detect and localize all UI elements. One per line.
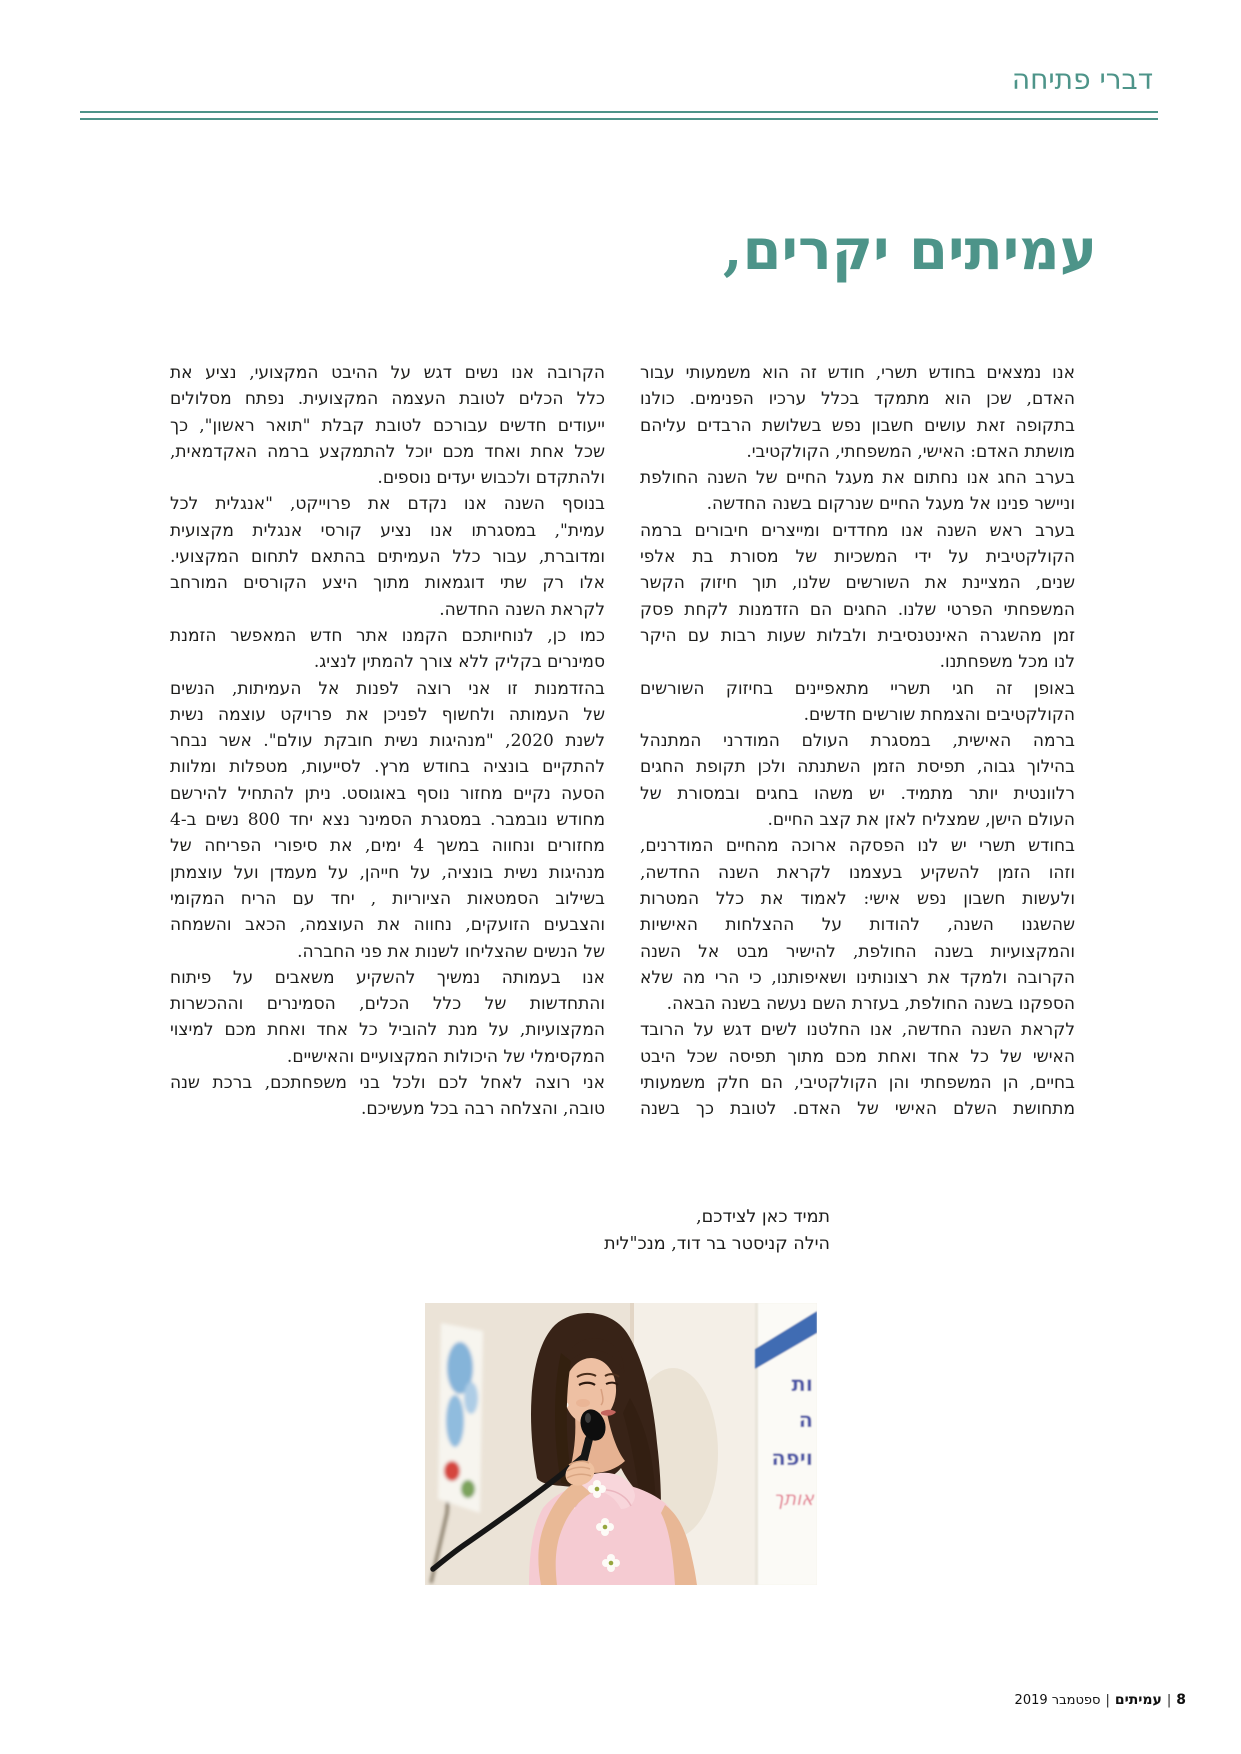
photo-illustration xyxy=(425,1303,817,1585)
event-banner xyxy=(755,1303,817,1585)
article-text-line: בהילוך גבוה, תפיסת הזמן השתנתה ולכן תקופת החגים xyxy=(640,757,1075,778)
article-text-line: אנו בעמותה נמשיך להשקיע משאבים על פיתוח xyxy=(170,967,605,988)
article-text-line: בערב ראש השנה אנו מחדדים ומייצרים חיבורים ברמה xyxy=(640,520,1075,541)
article-text-line: שהשגנו השנה, להודות על ההצלחות האישיות xyxy=(640,915,1075,936)
banner-text-fragment: ות xyxy=(791,1372,813,1396)
article-text-line: העולם הישן, שמצליח לאזן את קצב החיים. xyxy=(767,810,1075,831)
article-text-line: באופן זה חגי תשריי מתאפיינים בחיזוק השורשים xyxy=(640,678,1075,699)
article-text-line: לשנת 2020, "מנהיגות נשית חובקת עולם". אשר נבחר xyxy=(170,731,606,752)
article-text-line: לקראת השנה החדשה, אנו החלטנו לשים דגש על הרובד xyxy=(640,1020,1075,1041)
article-text-line: בנוסף השנה אנו נקדם את פרוייקט, "אנגלית לכל xyxy=(170,494,605,515)
article-text-line: טובה, והצלחה רבה בכל מעשיכם. xyxy=(360,1099,605,1120)
article-text-line: ולהתקדם ולכבוש יעדים נוספים. xyxy=(377,468,605,489)
article-text-line: בחודש תשרי יש לנו הפסקה ארוכה מהחיים המודרנים, xyxy=(640,836,1075,857)
article-text-line: אלו רק שתי דוגמאות מתוך היצע הקורסים המורחב xyxy=(170,573,605,594)
banner-text-fragment: ויפה xyxy=(771,1446,813,1470)
article-text-line: ומדוברת, עבור כלל העמיתים בהתאם לתחום המקצועי. xyxy=(170,547,605,568)
issue-date: ספטמבר 2019 xyxy=(1014,1693,1101,1708)
article-text-line: בשילוב הסמטאות הציוריות , יחד עם הריח המקומי xyxy=(170,888,605,909)
article-text-line: הקרובה ולמקד את רצונותינו ושאיפותנו, כי הרי מה שלא xyxy=(640,967,1075,988)
banner-script-word: אותך xyxy=(773,1488,814,1510)
article-text-line: עמית", במסגרתו אנו נציע קורסי אנגלית מקצועית xyxy=(170,520,605,541)
article-text-line: המשפחתי הפרטי שלנו. החגים הם הזדמנות לקחת פסק xyxy=(640,599,1075,620)
magazine-name: עמיתים xyxy=(1114,1692,1162,1708)
article-text-line: שכל אחת ואחד מכם יוכל להתמקצע ברמה האקדמאית, xyxy=(170,441,605,462)
article-text-line: והצבעים הזועקים, נחווה את העוצמה, הכאב והשמחה xyxy=(170,915,605,936)
article-text-line: שנים, המציינת את השורשים שלנו, תוך חיזוק הקשר xyxy=(640,573,1075,594)
article-text-line: בהזדמנות זו אני רוצה לפנות אל העמיתות, הנשים xyxy=(170,678,605,699)
article-text-line: מתחושת השלם האישי של האדם. לטובת כך בשנה xyxy=(640,1099,1075,1120)
article-text-line: להתקיים בונציה בחודש מרץ. לסייעות, מטפלות ומלוות xyxy=(170,757,605,778)
article-text-line: לקראת השנה החדשה. xyxy=(439,599,605,620)
article-text-line: ייעודים חדשים עבורכם לטובת קבלת "תואר ראשון", כך xyxy=(170,415,605,436)
signature-line: תמיד כאן לצידכם, xyxy=(696,1207,830,1227)
article-text-line: והמקצועיות בשנה החולפת, להישיר מבט אל השנה xyxy=(640,941,1075,962)
article-column-left xyxy=(170,360,605,1123)
article-text-line: הקולקטיבית על ידי המשכיות של מסורת בת אלפי xyxy=(640,547,1075,568)
article-text-line: מחזורים ונחווה במשך 4 ימים, את סיפורי הפריחה של xyxy=(170,836,605,857)
article-text-line: הספקנו בשנה החולפת, בעזרת השם נעשה בשנה הבאה. xyxy=(666,994,1075,1015)
article-text-line: מנהיגות נשית בונציה, על חייהן, על מעמדן ועל עוצמתן xyxy=(170,862,605,883)
article-text-line: האישי של כל אחד ואחת מכם מתוך תפיסה שכל היבט xyxy=(640,1046,1075,1067)
article-text-line: מושתת האדם: האישי, המשפחתי, הקולקטיבי. xyxy=(746,441,1075,462)
article-text-line: כמו כן, לנוחיותכם הקמנו אתר חדש המאפשר הזמנת xyxy=(170,625,605,646)
signature-name-title: הילה קניסטר בר דוד, מנכ"לית xyxy=(604,1234,830,1254)
article-text-line: הסעה נקיים מחזור נוסף באוגוסט. ניתן להתחיל להירשם xyxy=(170,783,605,804)
article-text-line: והתחדשות של כלל הכלים, הסמינרים וההכשרות xyxy=(170,994,605,1015)
article-text-line: המקסימלי של היכולות המקצועיים והאישיים. xyxy=(286,1046,605,1067)
article-column-right xyxy=(640,360,1075,1123)
article-text-line: וניישר פנינו אל מעגל החיים שנרקום בשנה החדשה. xyxy=(706,494,1075,515)
article-text-line: מחודש נובמבר. במסגרת הסמינר נצא יחד 800 נשים ב-4 xyxy=(170,810,605,831)
article-text-line: לנו מכל משפחתנו. xyxy=(939,652,1075,673)
article-text-line: בתקופה זאת עושים חשבון נפש בשלושת הרבדים עליהם xyxy=(640,415,1075,436)
signature-block xyxy=(604,1204,830,1258)
article-text-line: הקרובה אנו נשים דגש על ההיבט המקצועי, נציע את xyxy=(170,363,605,383)
article-text-line: של העמותה ולחשוף לפניכן את פרויקט עוצמה נשית xyxy=(170,704,605,725)
header-double-rule xyxy=(80,111,1158,120)
article-text-line: אני רוצה לאחל לכם ולכל בני משפחתכם, ברכת שנה xyxy=(170,1073,605,1094)
footer-separator: | xyxy=(1105,1693,1110,1708)
page-title: עמיתים יקרים, xyxy=(723,217,1097,283)
ceo-photo xyxy=(425,1303,817,1585)
article-text-line: וזהו הזמן להשקיע בעצמנו לקראת השנה החדשה, xyxy=(640,862,1075,883)
article-text-line: אנו נמצאים בחודש תשרי, חודש זה הוא משמעותי עבור xyxy=(640,363,1075,383)
banner-text-fragment: ה xyxy=(798,1408,813,1432)
article-text-line: המקצועיות, על מנת להוביל כל אחד ואחת מכם למיצוי xyxy=(170,1020,605,1041)
page-number: 8 xyxy=(1176,1692,1186,1708)
page-footer xyxy=(1015,1692,1186,1709)
article-text-line: ברמה האישית, במסגרת העולם המודרני המתנהל xyxy=(640,731,1075,752)
section-kicker: דברי פתיחה xyxy=(1011,63,1153,96)
article-text-line: של הנשים שהצליחו לשנות את פני החברה. xyxy=(297,941,605,962)
article-text-line: בערב החג אנו נחתום את מעגל החיים של השנה החולפת xyxy=(640,468,1075,489)
article-text-line: כלל הכלים לטובת העצמה המקצועית. נפתח מסלולים xyxy=(170,389,605,410)
footer-separator: | xyxy=(1166,1693,1172,1708)
article-text-line: רלוונטית יותר מתמיד. יש משהו בחגים ובמסורת של xyxy=(640,783,1075,804)
article-text-line: ולעשות חשבון נפש אישי: לאמוד את כלל המטרות xyxy=(640,888,1075,909)
article-text-line: האדם, שכן הוא מתמקד בכלל ערכיו הפנימים. כולנו xyxy=(640,389,1075,410)
article-text-line: בחיים, הן המשפחתי והן הקולקטיבי, הם חלק משמעותי xyxy=(640,1073,1075,1094)
article-text-line: זמן מהשגרה האינטנסיבית ולבלות שעות רבות עם היקר xyxy=(640,625,1075,646)
article-text-line: הקולקטיבים והצמחת שורשים חדשים. xyxy=(803,704,1075,725)
article-text-line: סמינרים בקליק ללא צורך להמתין לנציג. xyxy=(313,652,605,673)
